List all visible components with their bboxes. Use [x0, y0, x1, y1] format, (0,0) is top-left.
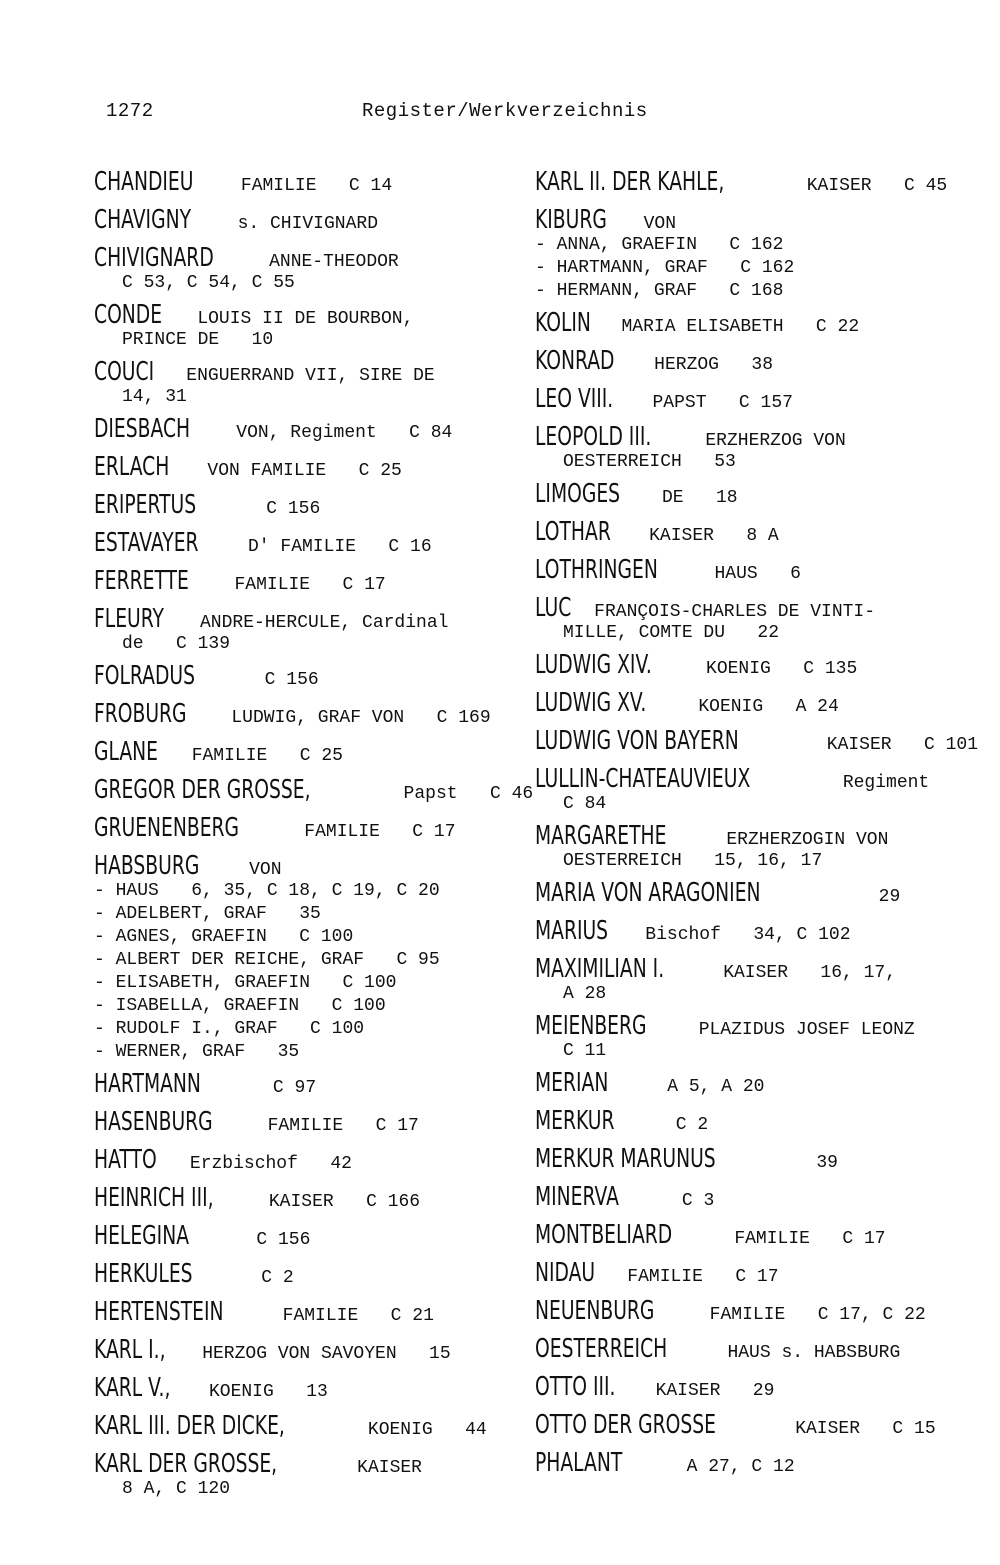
entry-heading: GREGOR DER GROSSE,: [94, 775, 311, 805]
entry-heading: HATTO: [94, 1145, 157, 1175]
entry-line: [535, 727, 981, 759]
entry-heading: MARGARETHE: [535, 821, 667, 851]
entry-heading: ERIPERTUS: [94, 490, 197, 520]
index-entry: [94, 301, 526, 352]
index-entry: [535, 1411, 981, 1443]
entry-heading: MEIENBERG: [535, 1011, 647, 1041]
entry-details: HAUS s. HABSBURG: [716, 1343, 901, 1363]
entry-details: 29: [846, 887, 901, 907]
index-entry: [94, 1184, 526, 1216]
entry-details: C 3: [649, 1191, 715, 1211]
index-entry: [535, 423, 981, 474]
entry-details: KAISER 16, 17,: [712, 963, 897, 983]
entry-line: [94, 1260, 526, 1292]
entry-line: [535, 1069, 981, 1101]
entry-continuation: C 53, C 54, C 55: [122, 273, 295, 293]
entry-heading: LUDWIG XIV.: [535, 650, 652, 680]
index-entry: [535, 1069, 981, 1101]
entry-heading: MERKUR: [535, 1106, 615, 1136]
entry-heading: OTTO III.: [535, 1372, 616, 1402]
entry-details: FAMILIE C 17: [293, 822, 456, 842]
sub-entry: - WERNER, GRAF 35: [94, 1042, 300, 1062]
entry-line: [535, 1335, 981, 1367]
entry-details: FRANÇOIS-CHARLES DE VINTI-: [583, 602, 876, 622]
index-entry: [94, 700, 526, 732]
entry-line: [535, 1449, 981, 1481]
index-entry: [94, 1298, 526, 1330]
entry-heading: CHAVIGNY: [94, 205, 192, 235]
entry-line: [535, 480, 981, 512]
entry-continuation: OESTERREICH 15, 16, 17: [563, 851, 823, 871]
entry-details: KAISER C 15: [784, 1419, 936, 1439]
index-entry: [94, 738, 526, 770]
entry-continuation: A 28: [563, 984, 607, 1004]
entry-line: [94, 662, 526, 694]
entry-details: C 2: [643, 1115, 709, 1135]
entry-heading: KIBURG: [535, 205, 607, 235]
entry-details: KAISER C 101: [815, 735, 978, 755]
entry-heading: LEOPOLD III.: [535, 422, 652, 452]
index-entry: [94, 206, 526, 238]
entry-heading: HASENBURG: [94, 1107, 213, 1137]
entry-line: [94, 814, 526, 846]
entry-details: Papst C 46: [392, 784, 534, 804]
entry-line: [94, 1412, 526, 1444]
entry-line: [535, 168, 981, 200]
index-entry: [535, 1012, 981, 1063]
entry-heading: CHANDIEU: [94, 167, 194, 197]
entry-details: FAMILIE C 25: [180, 746, 343, 766]
index-column-left: [94, 167, 534, 1507]
entry-heading: OESTERREICH: [535, 1334, 668, 1364]
entry-heading: LUC: [535, 593, 572, 623]
entry-details: ENGUERRAND VII, SIRE DE: [175, 366, 435, 386]
sub-entry: - ANNA, GRAEFIN C 162: [535, 235, 784, 255]
index-entry: [535, 651, 981, 683]
entry-line: [535, 765, 981, 797]
index-entry: [94, 605, 526, 656]
index-entry: [94, 814, 526, 846]
entry-details: KOENIG 44: [357, 1420, 487, 1440]
entry-line: [94, 1108, 526, 1140]
index-entry: [535, 518, 981, 550]
entry-details: C 97: [240, 1078, 317, 1098]
index-entry: [94, 775, 534, 808]
entry-details: VON: [632, 214, 677, 234]
entry-heading: HERKULES: [94, 1259, 193, 1289]
entry-line: [94, 567, 526, 599]
entry-details: KOENIG C 135: [695, 659, 858, 679]
entry-heading: LULLIN-CHATEAUVIEUX: [535, 764, 751, 794]
sub-entry-list: [94, 880, 526, 1064]
index-entry: [535, 765, 981, 816]
entry-details: MARIA ELISABETH C 22: [610, 317, 860, 337]
entry-heading: FOLRADUS: [94, 661, 195, 691]
entry-line: [535, 1145, 981, 1177]
entry-heading: NEUENBURG: [535, 1296, 655, 1326]
entry-line: [535, 1411, 981, 1443]
entry-line: [94, 491, 526, 523]
entry-heading: CONDE: [94, 300, 163, 330]
sub-entry: - ELISABETH, GRAEFIN C 100: [94, 973, 397, 993]
sub-entry: - AGNES, GRAEFIN C 100: [94, 927, 354, 947]
entry-heading: GRUENENBERG: [94, 813, 240, 843]
index-column-right: [535, 168, 981, 1487]
entry-details: D' FAMILIE C 16: [237, 537, 432, 557]
entry-line: [535, 1012, 981, 1044]
index-entry: [94, 852, 526, 1064]
entry-details: ERZHERZOGIN VON: [715, 830, 889, 850]
index-entry: [535, 1373, 981, 1405]
entry-line: [94, 738, 526, 770]
entry-details: DE 18: [651, 488, 738, 508]
index-entry: [535, 1145, 981, 1177]
entry-details: ANNE-THEODOR: [258, 252, 399, 272]
entry-continuation: de C 139: [122, 634, 231, 654]
entry-heading: MERIAN: [535, 1068, 609, 1098]
entry-details: PAPST C 157: [641, 393, 793, 413]
sub-entry-list: [535, 234, 981, 303]
entry-details: VON: [238, 860, 282, 880]
entry-line: [535, 347, 981, 379]
entry-details: FAMILIE C 17: [223, 575, 386, 595]
index-entry: [94, 529, 526, 561]
entry-details: LUDWIG, GRAF VON C 169: [220, 708, 491, 728]
index-entry: [94, 244, 526, 295]
entry-heading: LIMOGES: [535, 479, 621, 509]
entry-line: [535, 1183, 981, 1215]
entry-line: [94, 700, 526, 732]
entry-details: A 5, A 20: [634, 1077, 765, 1097]
index-entry: [94, 567, 526, 599]
entry-details: KOENIG A 24: [687, 697, 839, 717]
entry-details: FAMILIE C 17: [723, 1229, 886, 1249]
entry-line: [535, 385, 981, 417]
entry-heading: MINERVA: [535, 1182, 619, 1212]
index-entry: [94, 1450, 526, 1501]
index-entry: [94, 662, 526, 694]
entry-line: [94, 1336, 526, 1368]
entry-details: FAMILIE C 21: [271, 1306, 434, 1326]
entry-line: [535, 1107, 981, 1139]
sub-entry: - ADELBERT, GRAF 35: [94, 904, 321, 924]
index-entry: [94, 491, 526, 523]
entry-line: [94, 453, 526, 485]
index-entry: [94, 1336, 526, 1368]
page-header: [106, 100, 706, 130]
index-entry: [94, 415, 526, 447]
entry-continuation: PRINCE DE 10: [122, 330, 274, 350]
sub-entry: - ISABELLA, GRAEFIN C 100: [94, 996, 386, 1016]
entry-heading: PHALANT: [535, 1448, 623, 1478]
entry-heading: OTTO DER GROSSE: [535, 1410, 717, 1440]
entry-line: [94, 1070, 526, 1102]
index-entry: [535, 385, 981, 417]
entry-heading: ERLACH: [94, 452, 170, 482]
entry-details: KAISER 29: [644, 1381, 775, 1401]
entry-details: FAMILIE C 17, C 22: [698, 1305, 926, 1325]
index-entry: [94, 1146, 526, 1178]
index-entry: [535, 1221, 981, 1253]
sub-entry: - HERMANN, GRAF C 168: [535, 281, 784, 301]
entry-details: C 156: [232, 670, 319, 690]
entry-heading: KARL I.,: [94, 1335, 166, 1365]
entry-continuation: C 84: [563, 794, 607, 814]
entry-details: HERZOG VON SAVOYEN 15: [191, 1344, 451, 1364]
entry-details: C 156: [233, 499, 321, 519]
entry-line: [535, 689, 981, 721]
entry-details: VON FAMILIE C 25: [196, 461, 402, 481]
page-number: 1272: [106, 100, 154, 122]
entry-heading: LOTHRINGEN: [535, 555, 658, 585]
index-entry: [94, 1412, 526, 1444]
entry-line: [535, 1221, 981, 1253]
entry-heading: NIDAU: [535, 1258, 596, 1288]
entry-continuation: C 11: [563, 1041, 607, 1061]
entry-line: [535, 1297, 981, 1329]
entry-heading: MAXIMILIAN I.: [535, 954, 665, 984]
index-entry: [535, 955, 981, 1006]
entry-details: s. CHIVIGNARD: [226, 214, 378, 234]
sub-entry: - HAUS 6, 35, C 18, C 19, C 20: [94, 881, 440, 901]
entry-details: Bischof 34, C 102: [634, 925, 851, 945]
entry-continuation: 14, 31: [122, 387, 187, 407]
entry-details: HERZOG 38: [643, 355, 773, 375]
entry-heading: KARL V.,: [94, 1373, 171, 1403]
index-entry: [535, 206, 981, 303]
entry-heading: HEINRICH III,: [94, 1183, 214, 1213]
sub-entry: - HARTMANN, GRAF C 162: [535, 258, 795, 278]
entry-details: C 2: [228, 1268, 294, 1288]
entry-heading: FERRETTE: [94, 566, 189, 596]
entry-details: ANDRE-HERCULE, Cardinal: [189, 613, 449, 633]
entry-heading: KARL II. DER KAHLE,: [535, 167, 725, 197]
sub-entry: - ALBERT DER REICHE, GRAF C 95: [94, 950, 440, 970]
entry-heading: DIESBACH: [94, 414, 191, 444]
entry-heading: KONRAD: [535, 346, 615, 376]
entry-continuation: OESTERREICH 53: [563, 452, 736, 472]
entry-line: [94, 1222, 526, 1254]
index-entry: [535, 556, 981, 588]
entry-details: FAMILIE C 14: [230, 176, 393, 196]
entry-line: [535, 651, 981, 683]
index-entry: [535, 689, 981, 721]
entry-line: [535, 309, 981, 341]
index-entry: [535, 1107, 981, 1139]
entry-heading: KARL DER GROSSE,: [94, 1449, 278, 1479]
entry-heading: MERKUR MARUNUS: [535, 1144, 716, 1174]
entry-details: Regiment: [832, 773, 930, 793]
page-title: Register/Werkverzeichnis: [362, 100, 648, 122]
index-entry: [535, 822, 981, 873]
entry-details: KAISER C 166: [258, 1192, 421, 1212]
entry-details: Erzbischof 42: [179, 1154, 352, 1174]
entry-line: [535, 1373, 981, 1405]
entry-details: HAUS 6: [703, 564, 801, 584]
index-entry: [535, 1449, 981, 1481]
index-entry: [535, 480, 981, 512]
index-entry: [94, 1070, 526, 1102]
entry-line: [94, 775, 534, 808]
entry-line: [535, 917, 981, 949]
entry-details: KAISER C 45: [795, 176, 948, 196]
entry-heading: MARIUS: [535, 916, 609, 946]
entry-line: [94, 415, 526, 447]
entry-heading: HABSBURG: [94, 851, 200, 881]
entry-details: PLAZIDUS JOSEF LEONZ: [687, 1020, 915, 1040]
index-entry: [535, 168, 981, 200]
entry-heading: HERTENSTEIN: [94, 1297, 224, 1327]
index-entry: [94, 1108, 526, 1140]
entry-line: [535, 1259, 981, 1291]
entry-heading: HARTMANN: [94, 1069, 201, 1099]
index-entry: [535, 879, 981, 911]
entry-details: KAISER: [346, 1458, 422, 1478]
index-entry: [94, 453, 526, 485]
entry-heading: CHIVIGNARD: [94, 243, 214, 273]
index-entry: [535, 309, 981, 341]
entry-details: KOENIG 13: [198, 1382, 328, 1402]
entry-line: [94, 168, 526, 200]
entry-heading: LEO VIII.: [535, 384, 614, 414]
entry-details: FAMILIE C 17: [616, 1267, 779, 1287]
entry-line: [94, 206, 526, 238]
entry-line: [94, 529, 526, 561]
entry-heading: COUCI: [94, 357, 155, 387]
entry-heading: HELEGINA: [94, 1221, 190, 1251]
index-entry: [94, 1374, 526, 1406]
entry-heading: LOTHAR: [535, 517, 611, 547]
index-entry: [94, 1222, 526, 1254]
entry-details: ERZHERZOG VON: [694, 431, 846, 451]
entry-continuation: 8 A, C 120: [122, 1479, 231, 1499]
entry-heading: FROBURG: [94, 699, 187, 729]
entry-details: A 27, C 12: [654, 1457, 795, 1477]
entry-details: C 156: [223, 1230, 311, 1250]
index-entry: [94, 168, 526, 200]
entry-details: 39: [783, 1153, 838, 1173]
index-entry: [535, 917, 981, 949]
entry-line: [94, 1146, 526, 1178]
index-entry: [535, 347, 981, 379]
entry-heading: KOLIN: [535, 308, 591, 338]
entry-heading: MARIA VON ARAGONIEN: [535, 878, 761, 908]
entry-line: [535, 518, 981, 550]
index-entry: [535, 1183, 981, 1215]
index-entry: [535, 1297, 981, 1329]
entry-line: [94, 1184, 526, 1216]
entry-details: FAMILIE C 17: [256, 1116, 419, 1136]
entry-details: VON, Regiment C 84: [225, 423, 453, 443]
entry-heading: FLEURY: [94, 604, 164, 634]
entry-heading: GLANE: [94, 737, 159, 767]
index-entry: [535, 594, 981, 645]
entry-continuation: MILLE, COMTE DU 22: [563, 623, 780, 643]
entry-line: [94, 1298, 526, 1330]
entry-line: [535, 556, 981, 588]
entry-heading: LUDWIG VON BAYERN: [535, 726, 739, 756]
entry-line: [535, 879, 981, 911]
index-entry: [535, 727, 981, 759]
index-entry: [94, 1260, 526, 1292]
entry-line: [94, 1374, 526, 1406]
index-entry: [94, 358, 526, 409]
entry-heading: MONTBELIARD: [535, 1220, 673, 1250]
entry-heading: LUDWIG XV.: [535, 688, 647, 718]
entry-details: LOUIS II DE BOURBON,: [186, 309, 414, 329]
entry-details: KAISER 8 A: [638, 526, 779, 546]
sub-entry: - RUDOLF I., GRAF C 100: [94, 1019, 365, 1039]
index-entry: [535, 1259, 981, 1291]
index-entry: [535, 1335, 981, 1367]
entry-heading: ESTAVAYER: [94, 528, 199, 558]
entry-heading: KARL III. DER DICKE,: [94, 1411, 285, 1441]
